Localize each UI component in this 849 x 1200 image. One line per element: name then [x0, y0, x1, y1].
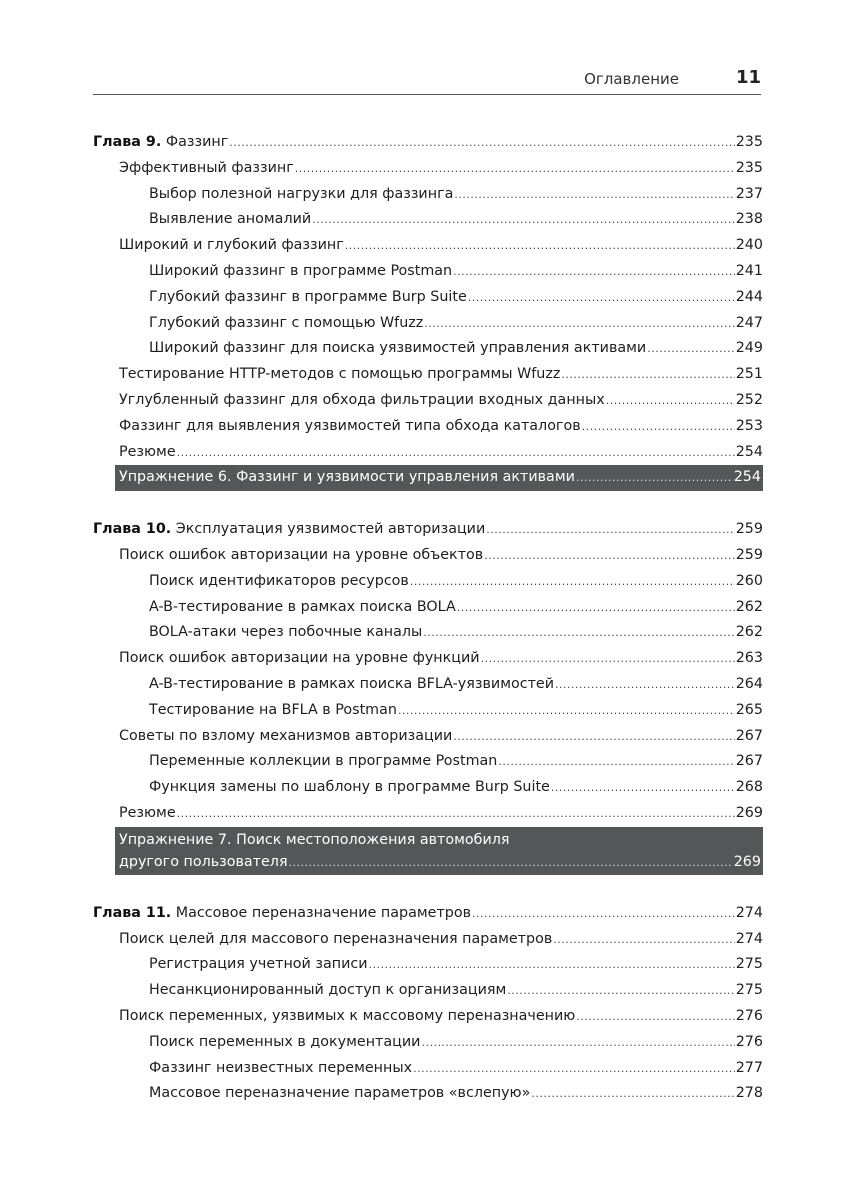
chapter-title: Эксплуатация уязвимостей авторизации: [175, 521, 486, 538]
dot-leader: [345, 233, 735, 259]
dot-leader: [472, 901, 735, 927]
page-ref: 263: [735, 650, 763, 667]
entry-title: Несанкционированный доступ к организациям: [149, 982, 507, 999]
entry-title: Резюме: [119, 443, 176, 460]
page-ref: 276: [735, 1007, 763, 1024]
toc-subsection-row[interactable]: [93, 775, 763, 801]
exercise-title: Упражнение 6. Фаззинг и уязвимости управления активами: [119, 469, 575, 486]
dot-leader: [454, 182, 734, 208]
dot-leader: [498, 749, 734, 775]
toc-section-row[interactable]: [93, 414, 763, 440]
chapter-heading: [93, 517, 485, 543]
toc-subsection-row[interactable]: [93, 978, 763, 1004]
entry-title: Широкий и глубокий фаззинг: [119, 237, 344, 254]
toc-section-row[interactable]: [93, 156, 763, 182]
entry-title: A-B-тестирование в рамках поиска BFLA-уязвимостей: [149, 675, 554, 692]
dot-leader: [647, 336, 734, 362]
page-ref: 268: [735, 779, 763, 796]
entry-title: Поиск ошибок авторизации на уровне функций: [119, 650, 480, 667]
toc-subsection-row[interactable]: [93, 1030, 763, 1056]
page-ref: 238: [735, 211, 763, 228]
toc-subsection-row[interactable]: [93, 952, 763, 978]
dot-leader: [576, 465, 733, 491]
dot-leader: [486, 517, 734, 543]
entry-title: A-B-тестирование в рамках поиска BOLA: [149, 598, 456, 615]
dot-leader: [582, 414, 735, 440]
chapter-title: Массовое переназначение параметров: [175, 904, 472, 921]
toc-chapter-row[interactable]: [93, 517, 763, 543]
dot-leader: [468, 285, 735, 311]
toc-subsection-row[interactable]: [93, 1081, 763, 1107]
exercise-title-line1: Упражнение 7. Поиск местоположения автомобиля: [119, 831, 510, 848]
dot-leader: [410, 569, 735, 595]
dot-leader: [295, 156, 735, 182]
dot-leader: [413, 1056, 735, 1082]
dot-leader: [177, 440, 735, 466]
toc-section-row[interactable]: [93, 440, 763, 466]
page-ref: 275: [735, 982, 763, 999]
toc-section-row[interactable]: [93, 927, 763, 953]
chapter-spacer: [93, 875, 763, 901]
entry-title: Выявление аномалий: [149, 211, 312, 228]
chapter-spacer: [93, 491, 763, 517]
entry-title: Функция замены по шаблону в программе Burp Suite: [149, 779, 550, 796]
page-ref: 278: [735, 1085, 763, 1102]
toc-subsection-row[interactable]: [93, 749, 763, 775]
page-ref: 265: [735, 701, 763, 718]
toc-subsection-row[interactable]: [93, 1056, 763, 1082]
dot-leader: [453, 259, 735, 285]
page-ref: 235: [735, 159, 763, 176]
page-ref: 269: [733, 853, 761, 870]
entry-title: Переменные коллекции в программе Postman: [149, 753, 498, 770]
toc-section-row[interactable]: [93, 724, 763, 750]
page-ref: 276: [735, 1033, 763, 1050]
toc-section-row[interactable]: [93, 233, 763, 259]
entry-title: Тестирование HTTP-методов с помощью программы Wfuzz: [119, 366, 561, 383]
page-ref: 254: [735, 443, 763, 460]
entry-title: Углубленный фаззинг для обхода фильтрации входных данных: [119, 391, 605, 408]
entry-title: Советы по взлому механизмов авторизации: [119, 727, 453, 744]
page-ref: 244: [735, 288, 763, 305]
entry-title: Широкий фаззинг в программе Postman: [149, 262, 453, 279]
page-ref: 260: [735, 572, 763, 589]
dot-leader: [289, 852, 733, 874]
page-ref: 253: [735, 417, 763, 434]
dot-leader: [424, 311, 734, 337]
entry-title: Поиск целей для массового переназначения параметров: [119, 930, 553, 947]
dot-leader: [229, 130, 734, 156]
toc-subsection-row[interactable]: [93, 595, 763, 621]
toc-subsection-row[interactable]: [93, 569, 763, 595]
toc-subsection-row[interactable]: [93, 285, 763, 311]
page-ref: 275: [735, 956, 763, 973]
running-header: [93, 66, 761, 95]
entry-title: Поиск ошибок авторизации на уровне объектов: [119, 546, 484, 563]
dot-leader: [457, 595, 735, 621]
page-ref: 235: [735, 134, 763, 150]
entry-title: Глубокий фаззинг с помощью Wfuzz: [149, 314, 424, 331]
dot-leader: [177, 801, 735, 827]
page-ref: 262: [735, 598, 763, 615]
toc-subsection-row[interactable]: [93, 672, 763, 698]
toc-subsection-row[interactable]: [93, 311, 763, 337]
entry-title: Поиск идентификаторов ресурсов: [149, 572, 409, 589]
exercise-title-line2-wrap: [119, 851, 761, 873]
toc-section-row[interactable]: [93, 1004, 763, 1030]
exercise-title-line2: другого пользователя: [119, 853, 288, 870]
toc-subsection-row[interactable]: [93, 182, 763, 208]
dot-leader: [312, 207, 735, 233]
entry-title: Резюме: [119, 804, 176, 821]
entry-title: Поиск переменных в документации: [149, 1033, 421, 1050]
page-ref: 237: [735, 185, 763, 202]
page-ref: 254: [733, 469, 761, 486]
entry-title: Глубокий фаззинг в программе Burp Suite: [149, 288, 467, 305]
toc-chapter-row[interactable]: [93, 130, 763, 156]
page-ref: 264: [735, 675, 763, 692]
dot-leader: [484, 543, 735, 569]
dot-leader: [531, 1081, 734, 1107]
page-number: 11: [735, 67, 761, 88]
page-ref: 274: [735, 930, 763, 947]
entry-title: Регистрация учетной записи: [149, 956, 368, 973]
entry-title: Поиск переменных, уязвимых к массовому переназначению: [119, 1007, 576, 1024]
toc-section-row[interactable]: [93, 362, 763, 388]
toc-section-row[interactable]: [93, 543, 763, 569]
dot-leader: [421, 1030, 734, 1056]
dot-leader: [553, 927, 734, 953]
page-ref: 249: [735, 340, 763, 357]
dot-leader: [369, 952, 735, 978]
table-of-contents: [93, 130, 763, 1107]
dot-leader: [561, 362, 734, 388]
toc-section-row[interactable]: [93, 646, 763, 672]
chapter-label: Глава 9.: [93, 134, 162, 150]
chapter-heading: [93, 901, 471, 927]
entry-title: Тестирование на BFLA в Postman: [149, 701, 397, 718]
page-ref: 259: [735, 521, 763, 538]
chapter-title: Фаззинг: [165, 134, 229, 150]
dot-leader: [453, 724, 734, 750]
page-ref: 247: [735, 314, 763, 331]
page-ref: 241: [735, 262, 763, 279]
dot-leader: [576, 1004, 734, 1030]
page-ref: 252: [735, 391, 763, 408]
page-ref: 251: [735, 366, 763, 383]
toc-subsection-row[interactable]: [93, 336, 763, 362]
toc-subsection-row[interactable]: [93, 620, 763, 646]
page-ref: 267: [735, 753, 763, 770]
toc-exercise-row[interactable]: [115, 827, 763, 875]
page-ref: 277: [735, 1059, 763, 1076]
entry-title: Выбор полезной нагрузки для фаззинга: [149, 185, 454, 202]
entry-title: Массовое переназначение параметров «вслепую»: [149, 1085, 531, 1102]
dot-leader: [507, 978, 734, 1004]
entry-title: BOLA-атаки через побочные каналы: [149, 624, 423, 641]
toc-section-row[interactable]: [93, 388, 763, 414]
dot-leader: [606, 388, 735, 414]
page-ref: 259: [735, 546, 763, 563]
dot-leader: [551, 775, 735, 801]
toc-chapter-row[interactable]: [93, 901, 763, 927]
chapter-label: Глава 11.: [93, 904, 172, 921]
toc-subsection-row[interactable]: [93, 207, 763, 233]
toc-exercise-row[interactable]: [115, 465, 763, 491]
toc-section-row[interactable]: [93, 801, 763, 827]
toc-subsection-row[interactable]: [93, 259, 763, 285]
running-header-title: Оглавление: [584, 70, 679, 88]
toc-subsection-row[interactable]: [93, 698, 763, 724]
entry-title: Широкий фаззинг для поиска уязвимостей управления активами: [149, 340, 647, 357]
page-ref: 240: [735, 237, 763, 254]
entry-title: Эффективный фаззинг: [119, 159, 294, 176]
page-ref: 267: [735, 727, 763, 744]
entry-title: Фаззинг неизвестных переменных: [149, 1059, 413, 1076]
chapter-heading: [93, 130, 228, 156]
entry-title: Фаззинг для выявления уязвимостей типа обхода каталогов: [119, 417, 581, 434]
page-ref: 262: [735, 624, 763, 641]
page-ref: 269: [735, 804, 763, 821]
chapter-label: Глава 10.: [93, 521, 172, 538]
dot-leader: [423, 620, 734, 646]
dot-leader: [398, 698, 735, 724]
dot-leader: [555, 672, 735, 698]
dot-leader: [481, 646, 735, 672]
page-ref: 274: [735, 904, 763, 921]
